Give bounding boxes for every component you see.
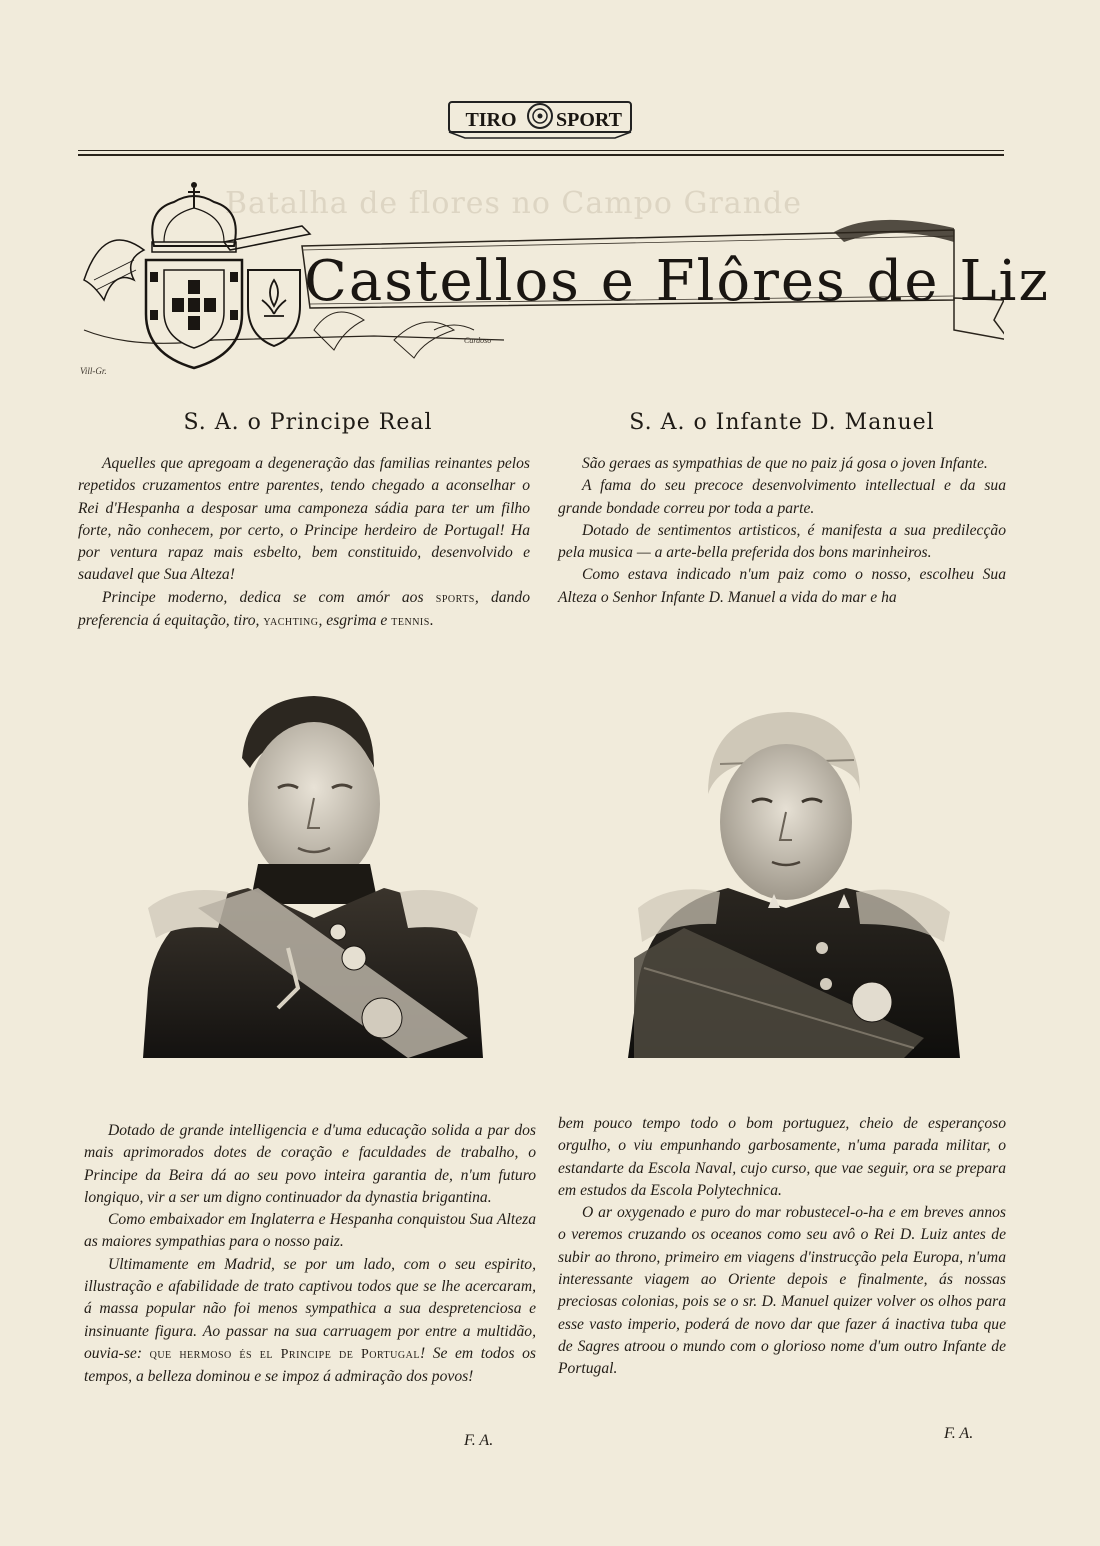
heading-principe-real: S. A. o Principe Real — [183, 410, 433, 435]
paragraph: Dotado de grande intelligencia e d'uma educação solida a par dos mais aprimorados dotes de coração e faculdades de trabalho, o Principe da Beira dá ao seu povo inteira garantia de, n'um futuro longiquo, vir a ser um digno continuador da dynastia brigantina. — [84, 1122, 536, 1206]
banner-title: Castellos e Flôres de Liz — [304, 249, 1050, 314]
right-intro-text — [558, 453, 1006, 609]
show-through-text: Batalha de flores no Campo Grande — [225, 186, 802, 221]
paragraph: O ar oxygenado e puro do mar robustecel-o-ha e em breves annos o veremos cruzando os oceanos como seu avô o Rei D. Luiz antes de subir ao throno, primeiro em viagens d'instrucção pela Europa, n'uma interessante viagem ao Oriente depois e finalmente, ás nossas preciosas colonias, pois se o sr. D. Manuel quizer volver os olhos para esse vasto imperio, poderá de novo dar que fazer á inactiva tuba que de Sagres atroou o mundo com o glorioso nome d'um outro Infante de Portugal. — [558, 1204, 1006, 1378]
paragraph: São geraes as sympathias de que no paiz já gosa o joven Infante. — [582, 455, 988, 472]
paragraph: Como embaixador em Inglaterra e Hespanha conquistou Sua Alteza as maiores sympathias para o nosso paiz. — [84, 1211, 536, 1251]
header-rule-thin — [78, 150, 1004, 151]
portrait-principe-real — [138, 688, 488, 1058]
paragraph: Aquelles que apregoam a degeneração das familias reinantes pelos repetidos cruzamentos entre parentes, tendo chegado a aconselhar o Rei d'Hespanha a desposar uma camponeza sádia para ter um filho forte, não conhecem, por certo, o Principe herdeiro de Portugal! Ha por ventura rapaz mais esbelto, bem constituido, desenvolvido e saudavel que Sua Alteza! — [78, 455, 530, 584]
signature-left: F. A. — [464, 1432, 494, 1449]
paragraph: Principe moderno, dedica se com amór aos sports, dando preferencia á equitação, tiro, yachting, esgrima e tennis. — [78, 588, 530, 630]
paragraph: A fama do seu precoce desenvolvimento intellectual e da sua grande bondade correu por toda a parte. — [558, 477, 1006, 517]
banner-artist-left: Vill-Gr. — [80, 366, 107, 376]
signature-right: F. A. — [944, 1425, 974, 1442]
masthead-title-left: TIRO — [465, 109, 517, 131]
portrait-infante-manuel — [624, 698, 964, 1058]
heading-infante-manuel: S. A. o Infante D. Manuel — [629, 410, 935, 435]
banner-artist-right: Cardoso — [464, 336, 492, 345]
left-intro-text — [78, 453, 530, 633]
masthead-logo — [445, 96, 635, 140]
header-rule-thick — [78, 154, 1004, 156]
paragraph: Dotado de sentimentos artisticos, é manifesta a sua predilecção pela musica — a arte-bella preferida dos bons marinheiros. — [558, 521, 1006, 562]
paragraph: Ultimamente em Madrid, se por um lado, com o seu espirito, illustração e afabilidade de trato captivou todos que se lhe acercaram, á massa popular não foi menos sympathica a sua despretenciosa e insinuante figura. Ao passar na sua carruagem por entre a multidão, ouvia-se: que hermoso és el Principe de Portugal! Se em todos os tempos, a belleza dominou e se impoz á admiração dos povos! — [84, 1255, 536, 1386]
paragraph: Como estava indicado n'um paiz como o nosso, escolheu Sua Alteza o Senhor Infante D. Manuel a vida do mar e ha — [558, 566, 1006, 606]
right-body-text — [558, 1113, 1006, 1381]
left-body-text — [84, 1120, 536, 1389]
paragraph: bem pouco tempo todo o bom portuguez, cheio de esperançoso orgulho, o viu empunhando garbosamente, n'uma parada militar, o estandarte da Escola Naval, cujo curso, que vae seguir, ora se prepara em estudos da Escola Polytechnica. — [558, 1115, 1006, 1199]
masthead-title-right: SPORT — [556, 109, 622, 131]
